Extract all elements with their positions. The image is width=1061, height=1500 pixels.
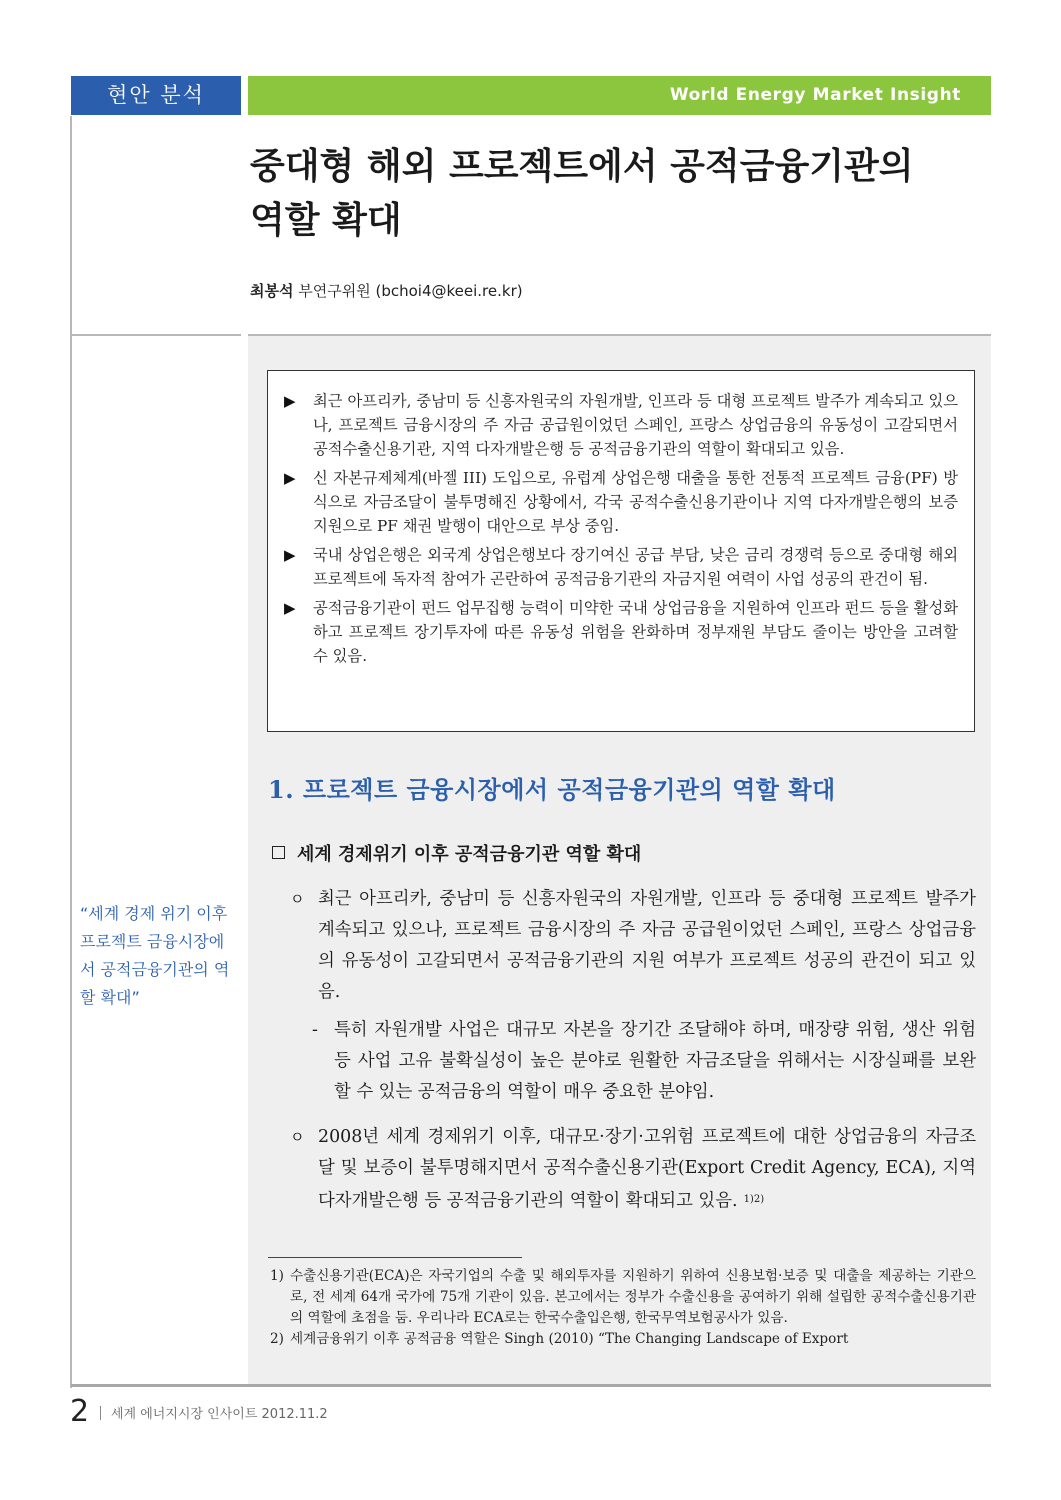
pull-quote: “세계 경제 위기 이후 프로젝트 금융시장에서 공적금융기관의 역할 확대” [80,904,230,1007]
circle-bullet-icon: ㅇ [290,1128,305,1146]
arrow-bullet-icon: ▶ [284,546,296,564]
footnote-text: 수출신용기관(ECA)은 자국기업의 수출 및 해외투자를 지원하기 위하여 신용보험·보증 및 대출을 제공하는 기관으로, 전 세계 64개 국가에 75개 기관이 있음. 본고에서는 정부가 수출신용을 공여하기 위해 설립한 공적수출신용기관의 역할에 초점을 둠. 우리나라 ECA로는 한국수출입은행, 한국무역보험공사가 있음. [290,1268,976,1326]
summary-text: 최근 아프리카, 중남미 등 신흥자원국의 자원개발, 인프라 등 대형 프로젝트 발주가 계속되고 있으나, 프로젝트 금융시장의 주 자금 공급원이었던 스페인, 프랑스 상업금융의 유동성이 고갈되면서 공적수출신용기관, 지역 다자개발은행 등 공적금융기관의 역할이 확대되고 있음. [313,392,958,458]
summary-item [284,543,958,591]
section-tag: 현안 분석 [71,76,241,115]
footnote-number: 1) [270,1268,284,1284]
publication-name: 세계 에너지시장 인사이트 2012.11.2 [111,1407,328,1422]
square-bullet-icon [272,846,285,859]
footnote [270,1266,976,1329]
footer-separator [100,1406,101,1420]
paragraph-text-content: 2008년 세계 경제위기 이후, 대규모·장기·고위험 프로젝트에 대한 상업금융의 자금조달 및 보증이 불투명해지면서 공적수출신용기관(Export Credit Agency, ECA), 지역 다자개발은행 등 공적금융기관의 역할이 확대되고 있음. [318,1127,976,1211]
paragraph-text [290,1122,976,1217]
author-role: 부연구위원 (bchoi4@keei.re.kr) [298,282,523,300]
body-paragraph [290,1122,976,1217]
title-line-2: 역할 확대 [250,200,402,241]
series-title-bar: World Energy Market Insight [248,76,991,115]
summary-text: 신 자본규제체계(바젤 III) 도입으로, 유럽계 상업은행 대출을 통한 전통적 프로젝트 금융(PF) 방식으로 자금조달이 불투명해진 상황에서, 각국 공적수출신용기관이나 지역 다자개발은행의 보증 지원으로 PF 채권 발행이 대안으로 부상 중임. [313,469,958,535]
subsection-heading [272,840,641,866]
summary-text: 공적금융기관이 펀드 업무집행 능력이 미약한 국내 상업금융을 지원하여 인프라 펀드 등을 활성화하고 프로젝트 장기투자에 따른 유동성 위험을 완화하며 정부재원 부담도 줄이는 방안을 고려할 수 있음. [313,599,958,665]
section-heading: 1. 프로젝트 금융시장에서 공적금융기관의 역할 확대 [268,775,836,804]
footnote-text: 세계금융위기 이후 공적금융 역할은 Singh (2010) “The Changing Landscape of Export [290,1331,849,1347]
dash-bullet-icon: - [312,1020,318,1040]
footnote-number: 2) [270,1331,284,1347]
summary-text: 국내 상업은행은 외국계 상업은행보다 장기여신 공급 부담, 낮은 금리 경쟁력 등으로 중대형 해외프로젝트에 독자적 참여가 곤란하여 공적금융기관의 자금지원 여력이 사업 성공의 관건이 됨. [313,546,958,588]
footnote [270,1329,976,1350]
page-number: 2 [70,1394,90,1429]
title-line-1: 중대형 해외 프로젝트에서 공적금융기관의 [250,146,914,187]
arrow-bullet-icon: ▶ [284,392,296,410]
subsection-title: 세계 경제위기 이후 공적금융기관 역할 확대 [297,844,642,865]
circle-bullet-icon: ㅇ [290,890,305,908]
footer-publication [100,1403,328,1422]
body-paragraph [290,884,976,1008]
bottom-rule [71,1384,991,1387]
sub-paragraph [312,1015,976,1108]
arrow-bullet-icon: ▶ [284,469,296,487]
left-divider [70,116,72,1388]
arrow-bullet-icon: ▶ [284,599,296,617]
footnote-refs: 1)2) [743,1194,765,1205]
paragraph-text: 최근 아프리카, 중남미 등 신흥자원국의 자원개발, 인프라 등 중대형 프로젝트 발주가 계속되고 있으나, 프로젝트 금융시장의 주 자금 공급원이었던 스페인, 프랑스 상업금융의 유동성이 고갈되면서 공적금융기관의 지원 여부가 프로젝트 성공의 관건이 되고 있음. [318,889,976,1002]
summary-item [284,596,958,668]
footnote-rule [268,1257,522,1258]
article-title [250,140,970,248]
summary-item [284,466,958,538]
summary-box [267,370,975,732]
sub-paragraph-text: 특히 자원개발 사업은 대규모 자본을 장기간 조달해야 하며, 매장량 위험, 생산 위험 등 사업 고유 불확실성이 높은 분야로 원활한 자금조달을 위해서는 시장실패를 보완할 수 있는 공적금융의 역할이 매우 중요한 분야임. [334,1020,976,1102]
author-name: 최봉석 [250,282,294,300]
author-line [250,280,523,301]
summary-item [284,389,958,461]
header-rule-left [71,334,241,336]
footnotes [270,1266,976,1350]
